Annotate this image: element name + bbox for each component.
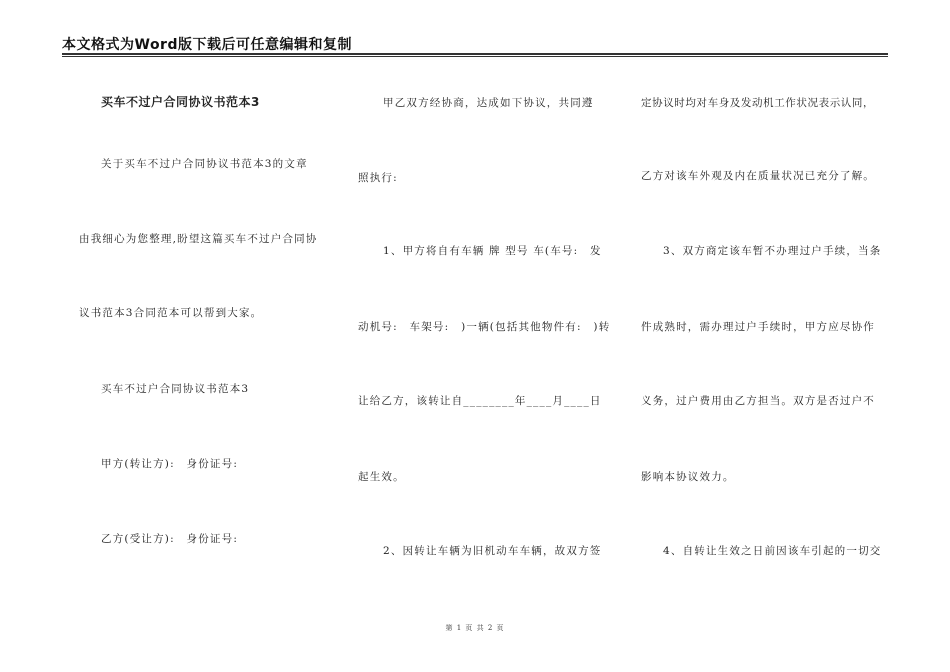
page-number: 第 1 页 共 2 页 <box>445 624 505 632</box>
paragraph-line: 乙方对该车外观及内在质量状况已充分了解。 <box>641 170 875 182</box>
paragraph-line: 定协议时均对车身及发动机工作状况表示认同， <box>641 97 875 109</box>
paragraph-line: 买车不过户合同协议书范本3 <box>101 383 250 395</box>
paragraph-line: 义务，过户费用由乙方担当。双方是否过户不 <box>641 395 875 407</box>
paragraph-line: 甲乙双方经协商，达成如下协议，共同遵 <box>383 97 594 109</box>
paragraph-line: 关于买车不过户合同协议书范本3的文章 <box>101 158 308 170</box>
document-header: 本文格式为Word版下载后可任意编辑和复制 <box>62 37 352 53</box>
paragraph-line: 甲方(转让方): 身份证号: <box>101 458 239 470</box>
paragraph-line: 件成熟时，需办理过户手续时，甲方应尽协作 <box>641 321 875 333</box>
paragraph-line: 让给乙方，该转让自________年____月____日 <box>358 395 602 407</box>
paragraph-line: 2、因转让车辆为旧机动车车辆，故双方签 <box>383 545 602 557</box>
paragraph-line: 1、甲方将自有车辆 牌 型号 车(车号: 发 <box>383 245 602 257</box>
paragraph-line: 动机号: 车架号: )一辆(包括其他物件有: )转 <box>358 321 611 333</box>
header-rule <box>62 53 888 55</box>
paragraph-line: 起生效。 <box>358 471 405 483</box>
paragraph-line: 3、双方商定该车暂不办理过户手续，当条 <box>663 245 882 257</box>
paragraph-line: 乙方(受让方): 身份证号: <box>101 533 239 545</box>
paragraph-line: 由我细心为您整理,盼望这篇买车不过户合同协 <box>79 233 318 245</box>
paragraph-line: 照执行: <box>358 172 398 184</box>
paragraph-line: 4、自转让生效之日前因该车引起的一切交 <box>663 545 882 557</box>
paragraph-line: 影响本协议效力。 <box>641 471 735 483</box>
header-rule-thin <box>62 56 888 57</box>
paragraph-line: 议书范本3合同范本可以帮到大家。 <box>79 307 263 319</box>
document-title: 买车不过户合同协议书范本3 <box>101 95 260 109</box>
